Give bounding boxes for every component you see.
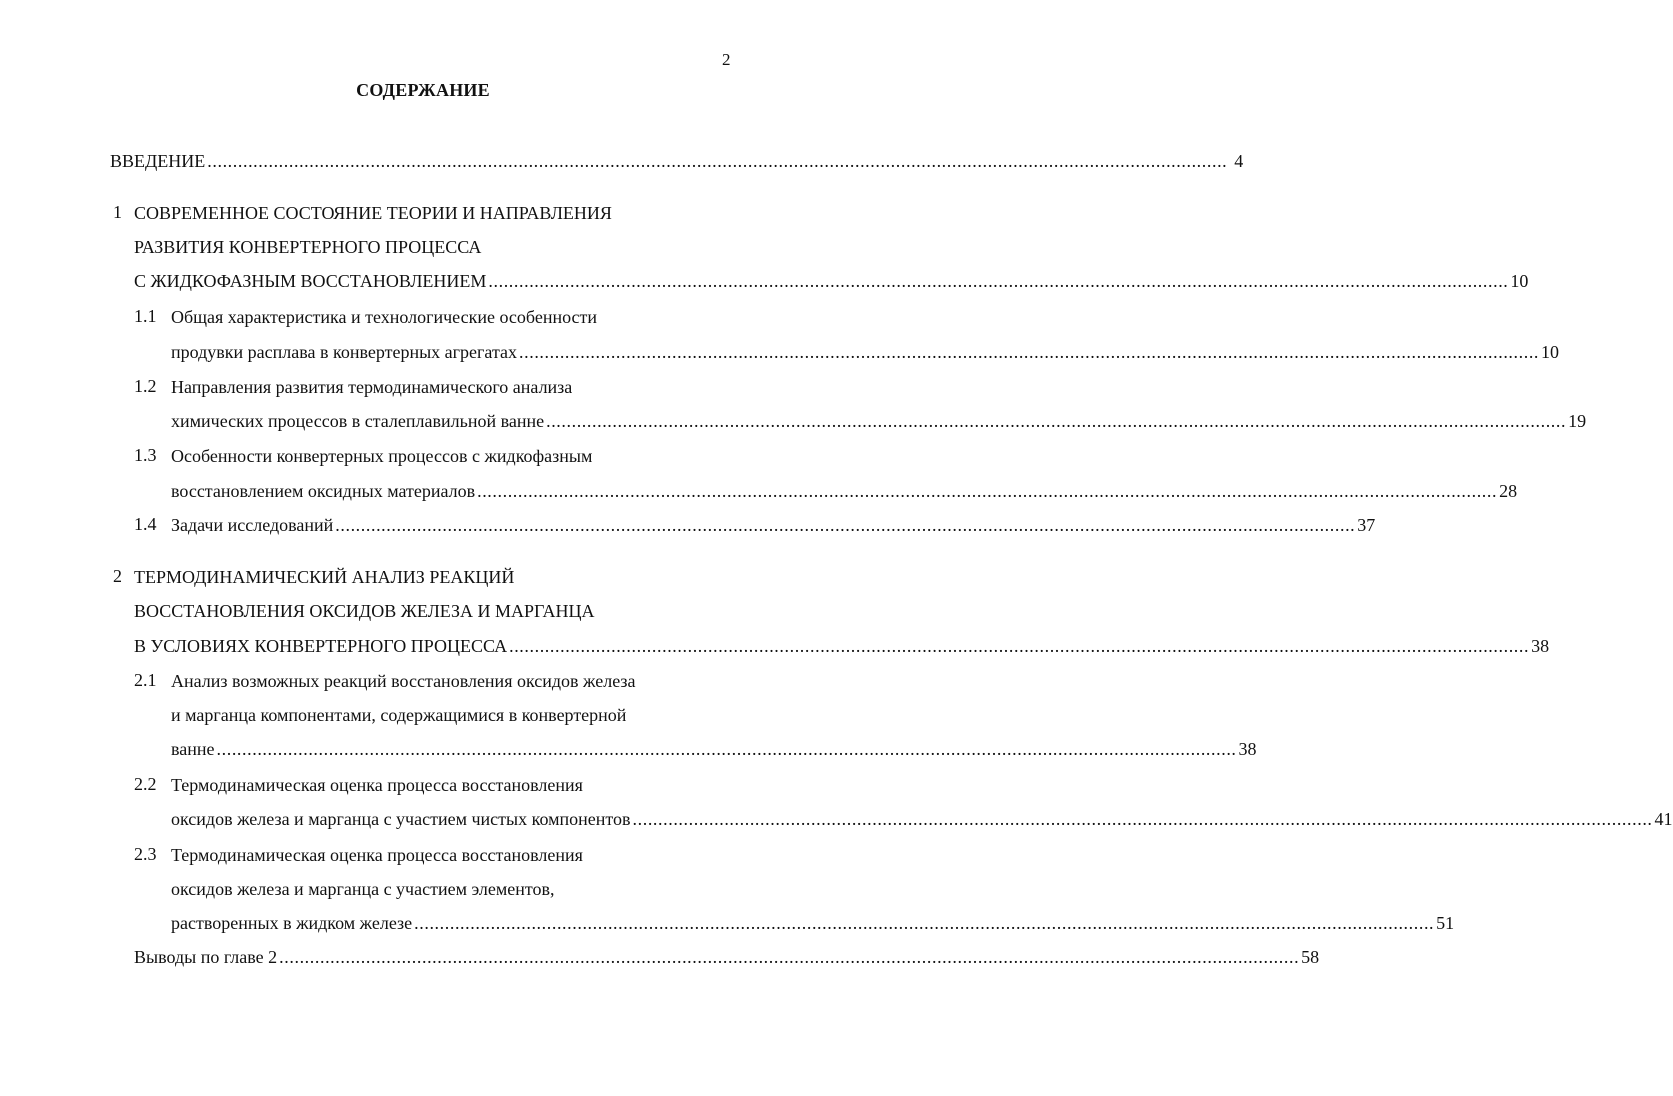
chapter-title-line[interactable]: ВОССТАНОВЛЕНИЯ ОКСИДОВ ЖЕЛЕЗА И МАРГАНЦА	[134, 601, 595, 621]
toc-entry-text: Выводы по главе 2	[134, 947, 278, 967]
dot-leader: ........................................................................................................................................................................................................	[546, 411, 1567, 431]
section-number: 2.3	[134, 844, 157, 864]
toc-page-number: 37	[1357, 515, 1376, 535]
dot-leader: ........................................................................................................................................................................................................	[279, 947, 1300, 967]
dot-leader: ........................................................................................................................................................................................................	[207, 151, 1228, 171]
section-title-line[interactable]: и марганца компонентами, содержащимися в конвертерной	[171, 705, 627, 725]
section-title-line[interactable]	[171, 341, 1560, 363]
section-title-line[interactable]	[171, 410, 1587, 432]
section-title-line[interactable]	[171, 514, 1376, 536]
dot-leader: ........................................................................................................................................................................................................	[519, 342, 1540, 362]
dot-leader: ........................................................................................................................................................................................................	[216, 739, 1237, 759]
toc-entry-text: В УСЛОВИЯХ КОНВЕРТЕРНОГО ПРОЦЕССА	[134, 636, 508, 656]
section-title-line[interactable]: Термодинамическая оценка процесса восстановления	[171, 845, 583, 865]
section-number: 1.1	[134, 306, 157, 326]
section-number: 1.3	[134, 445, 157, 465]
toc-entry-text: ванне	[171, 739, 215, 759]
toc-entry-text: восстановлением оксидных материалов	[171, 481, 476, 501]
toc-page-number: 51	[1436, 913, 1455, 933]
toc-entry-text: химических процессов в сталеплавильной ванне	[171, 411, 545, 431]
section-number: 1.2	[134, 376, 157, 396]
toc-entry-text: растворенных в жидком железе	[171, 913, 413, 933]
dot-leader: ........................................................................................................................................................................................................	[632, 809, 1653, 829]
section-title-line[interactable]	[171, 912, 1455, 934]
section-title-line[interactable]: Особенности конвертерных процессов с жидкофазным	[171, 446, 593, 466]
section-title-line[interactable]: Анализ возможных реакций восстановления оксидов железа	[171, 671, 636, 691]
dot-leader: ........................................................................................................................................................................................................	[414, 913, 1435, 933]
section-title-line[interactable]	[171, 480, 1518, 502]
toc-page-number: 38	[1238, 739, 1257, 759]
toc-entry-text: Задачи исследований	[171, 515, 334, 535]
dot-leader: ........................................................................................................................................................................................................	[477, 481, 1498, 501]
toc-page-number: 10	[1510, 271, 1529, 291]
chapter-title-line[interactable]: ТЕРМОДИНАМИЧЕСКИЙ АНАЛИЗ РЕАКЦИЙ	[134, 567, 515, 587]
toc-entry-text: оксидов железа и марганца с участием чистых компонентов	[171, 809, 631, 829]
chapter-number: 2	[113, 566, 122, 586]
toc-entry-text: продувки расплава в конвертерных агрегатах	[171, 342, 518, 362]
toc-page-number: 4	[1234, 151, 1244, 171]
section-title-line[interactable]: Термодинамическая оценка процесса восстановления	[171, 775, 583, 795]
toc-page-number: 28	[1499, 481, 1518, 501]
page-title: СОДЕРЖАНИЕ	[356, 80, 490, 100]
toc-page-number: 38	[1531, 636, 1550, 656]
toc-page-number: 10	[1541, 342, 1560, 362]
toc-entry-intro[interactable]	[110, 150, 1244, 172]
section-title-line[interactable]: Направления развития термодинамического анализа	[171, 377, 573, 397]
dot-leader: ........................................................................................................................................................................................................	[335, 515, 1356, 535]
section-title-line[interactable]: оксидов железа и марганца с участием элементов,	[171, 879, 555, 899]
section-title-line[interactable]	[171, 808, 1673, 830]
section-number: 1.4	[134, 514, 157, 534]
toc-page-number: 58	[1301, 947, 1320, 967]
toc-entry-text: С ЖИДКОФАЗНЫМ ВОССТАНОВЛЕНИЕМ	[134, 271, 487, 291]
chapter-title-line[interactable]: СОВРЕМЕННОЕ СОСТОЯНИЕ ТЕОРИИ И НАПРАВЛЕНИЯ	[134, 203, 612, 223]
toc-entry-conclusions[interactable]	[134, 946, 1320, 968]
dot-leader: ........................................................................................................................................................................................................	[488, 271, 1509, 291]
chapter-number: 1	[113, 202, 122, 222]
section-number: 2.2	[134, 774, 157, 794]
page-number: 2	[722, 50, 731, 69]
section-number: 2.1	[134, 670, 157, 690]
toc-entry-text: ВВЕДЕНИЕ	[110, 151, 206, 171]
dot-leader: ........................................................................................................................................................................................................	[509, 636, 1530, 656]
section-title-line[interactable]	[171, 738, 1257, 760]
chapter-title-line[interactable]	[134, 635, 1550, 657]
section-title-line[interactable]: Общая характеристика и технологические особенности	[171, 307, 598, 327]
toc-page-number: 41	[1654, 809, 1673, 829]
chapter-title-line[interactable]	[134, 270, 1529, 292]
chapter-title-line[interactable]: РАЗВИТИЯ КОНВЕРТЕРНОГО ПРОЦЕССА	[134, 237, 482, 257]
toc-page-number: 19	[1568, 411, 1587, 431]
